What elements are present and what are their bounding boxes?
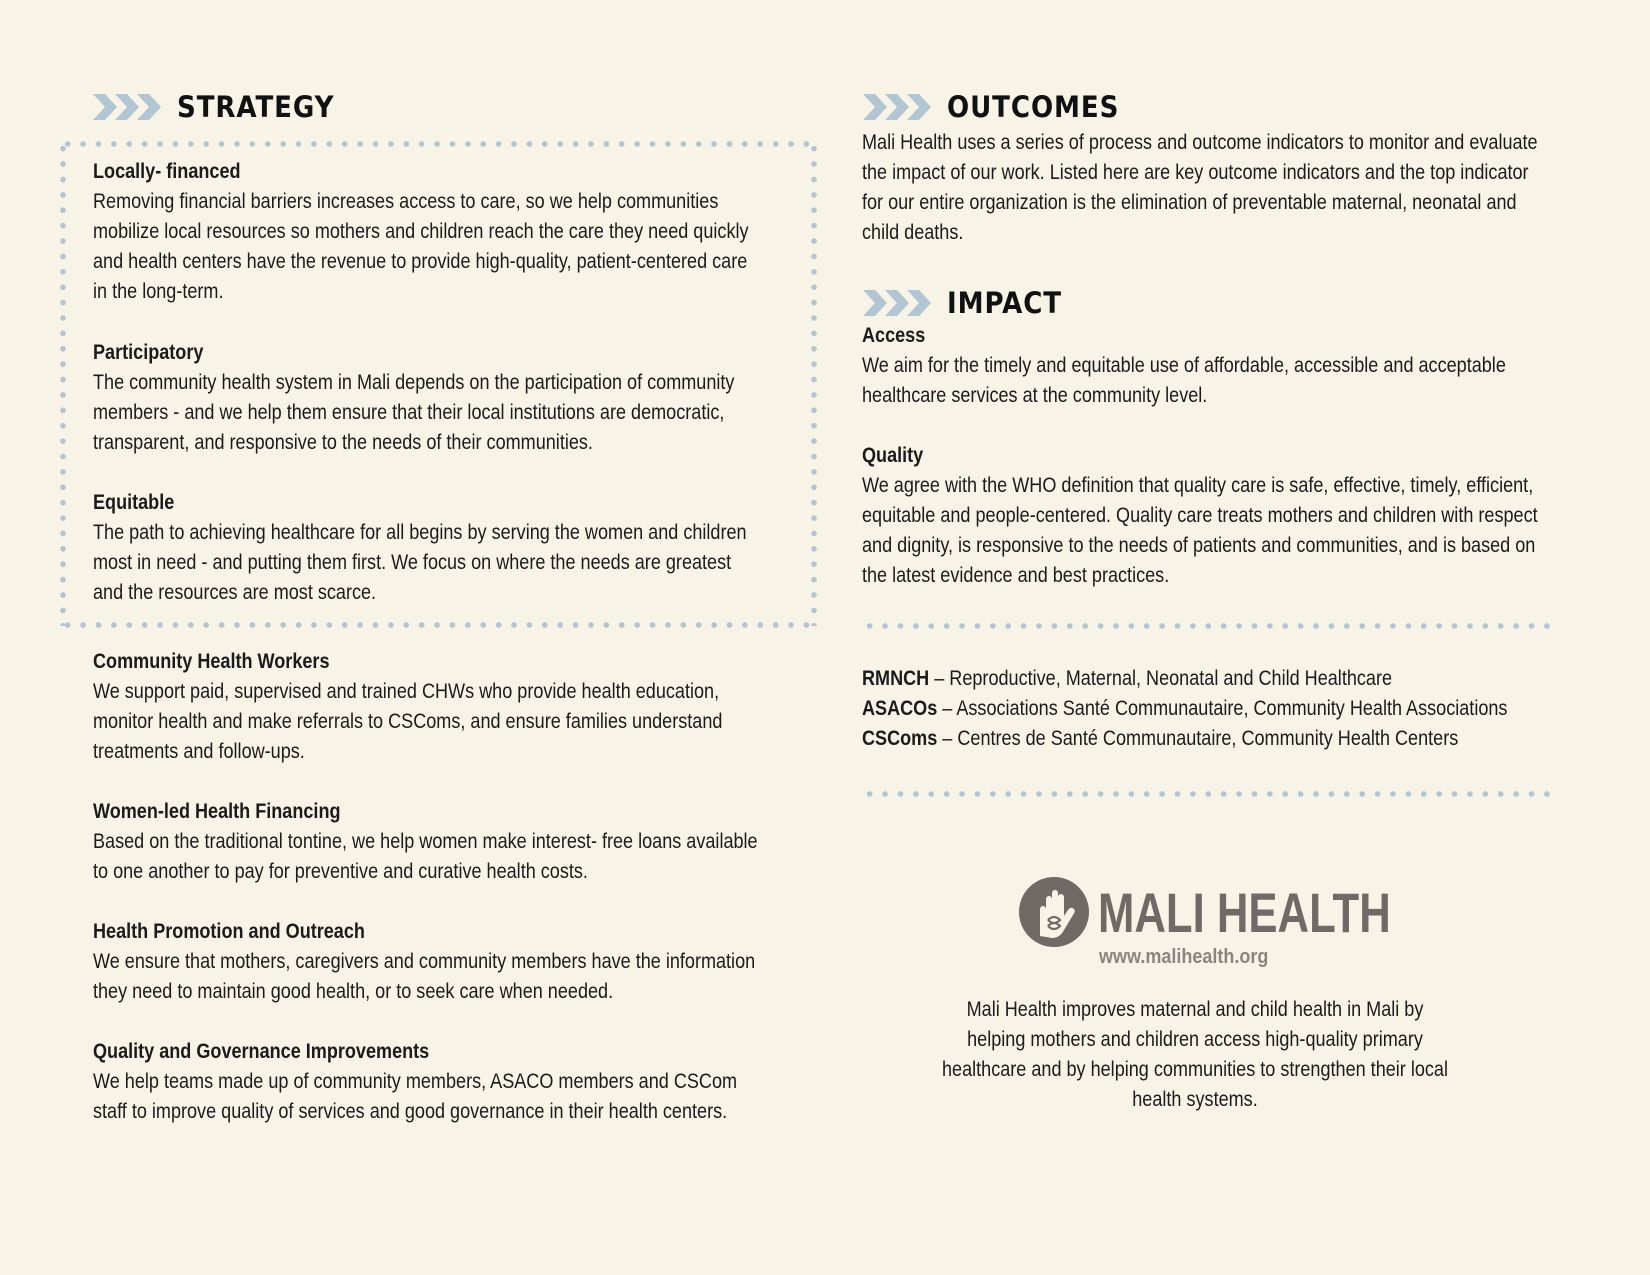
dotted-border-top	[60, 141, 817, 147]
dotted-divider	[862, 791, 1557, 797]
strategy-item-women-financing	[93, 797, 873, 887]
impact-item-text: We aim for the timely and equitable use of affordable, accessible and acceptable healthcare services at the community level.	[862, 354, 1506, 407]
strategy-item-text: The path to achieving healthcare for all begins by serving the women and children most in need - and putting them first. We focus on where the needs are greatest and the resources are most scarce.	[93, 521, 747, 604]
strategy-title: STRATEGY	[177, 90, 335, 124]
strategy-item-heading: Community Health Workers	[93, 650, 330, 673]
chevrons-icon	[93, 92, 163, 122]
logo-name: MALI HEALTH	[1098, 881, 1391, 944]
glossary-term: RMNCH	[862, 667, 930, 690]
strategy-item-heading: Participatory	[93, 341, 204, 364]
hand-logo-icon	[1018, 876, 1090, 953]
glossary-entry	[862, 694, 1507, 724]
strategy-item-heading: Locally- financed	[93, 160, 241, 183]
outcomes-text: Mali Health uses a series of process and outcome indicators to monitor and evaluate the impact of our work. Listed here are key outcome indicators and the top indicator for our entire organization is the elimination of preventable maternal, neonatal and child deaths.	[862, 131, 1538, 244]
impact-item-heading: Quality	[862, 444, 924, 467]
outcomes-header	[863, 90, 1138, 124]
logo-url: www.malihealth.org	[1099, 946, 1269, 968]
dotted-border-bottom	[60, 622, 817, 628]
dotted-divider	[862, 623, 1557, 629]
strategy-item-heading: Quality and Governance Improvements	[93, 1040, 430, 1063]
strategy-item-health-promotion	[93, 917, 873, 1007]
strategy-item-text: Based on the traditional tontine, we help women make interest- free loans available to one another to pay for preventive and curative health costs.	[93, 830, 758, 883]
chevrons-icon	[863, 288, 933, 318]
impact-item-access	[862, 321, 1650, 411]
strategy-item-text: We ensure that mothers, caregivers and community members have the information they need to maintain good health, or to seek care when needed.	[93, 950, 756, 1003]
glossary-term: CSComs	[862, 727, 938, 750]
impact-item-quality	[862, 441, 1650, 591]
impact-title: IMPACT	[947, 286, 1062, 320]
dotted-border-left	[60, 141, 66, 626]
impact-item-heading: Access	[862, 324, 926, 347]
glossary-definition: – Associations Santé Communautaire, Community Health Associations	[937, 697, 1508, 720]
glossary-term: ASACOs	[862, 697, 938, 720]
strategy-item-text: We help teams made up of community members, ASACO members and CSCom staff to improve quality of services and good governance in their health centers.	[93, 1070, 738, 1123]
glossary-definition: – Reproductive, Maternal, Neonatal and Child Healthcare	[929, 667, 1393, 690]
chevrons-icon	[863, 92, 933, 122]
strategy-item-chw	[93, 647, 873, 767]
outcomes-title: OUTCOMES	[947, 90, 1120, 124]
strategy-item-heading: Equitable	[93, 491, 175, 514]
strategy-item-text: Removing financial barriers increases access to care, so we help communities mobilize local resources so mothers and children reach the care they need quickly and health centers have the revenue to provide high-quality, patient-centered care in the long-term.	[93, 190, 749, 303]
glossary-entry	[862, 664, 1507, 694]
strategy-item-equitable	[93, 488, 873, 608]
glossary-definition: – Centres de Santé Communautaire, Community Health Centers	[937, 727, 1459, 750]
glossary	[862, 664, 1613, 754]
about-text: Mali Health improves maternal and child health in Mali by helping mothers and children access high-quality primary healthcare and by helping communities to strengthen their local health systems.	[941, 998, 1448, 1111]
strategy-item-heading: Women-led Health Financing	[93, 800, 341, 823]
strategy-item-text: We support paid, supervised and trained CHWs who provide health education, monitor health and make referrals to CSComs, and ensure families understand treatments and follow-ups.	[93, 680, 723, 763]
strategy-header	[93, 90, 352, 124]
strategy-item-text: The community health system in Mali depends on the participation of community members - and we help them ensure that their local institutions are democratic, transparent, and responsive to the needs of their communities.	[93, 371, 735, 454]
strategy-item-heading: Health Promotion and Outreach	[93, 920, 365, 943]
impact-header	[863, 286, 1075, 320]
strategy-item-quality-governance	[93, 1037, 873, 1127]
impact-item-text: We agree with the WHO definition that quality care is safe, effective, timely, efficient, equitable and people-centered. Quality care treats mothers and children with respect and dignity, is responsive to the needs of patients and communities, and is based on the latest evidence and best practices.	[862, 474, 1538, 587]
strategy-item-locally-financed	[93, 157, 873, 307]
glossary-entry	[862, 724, 1507, 754]
strategy-item-participatory	[93, 338, 873, 458]
